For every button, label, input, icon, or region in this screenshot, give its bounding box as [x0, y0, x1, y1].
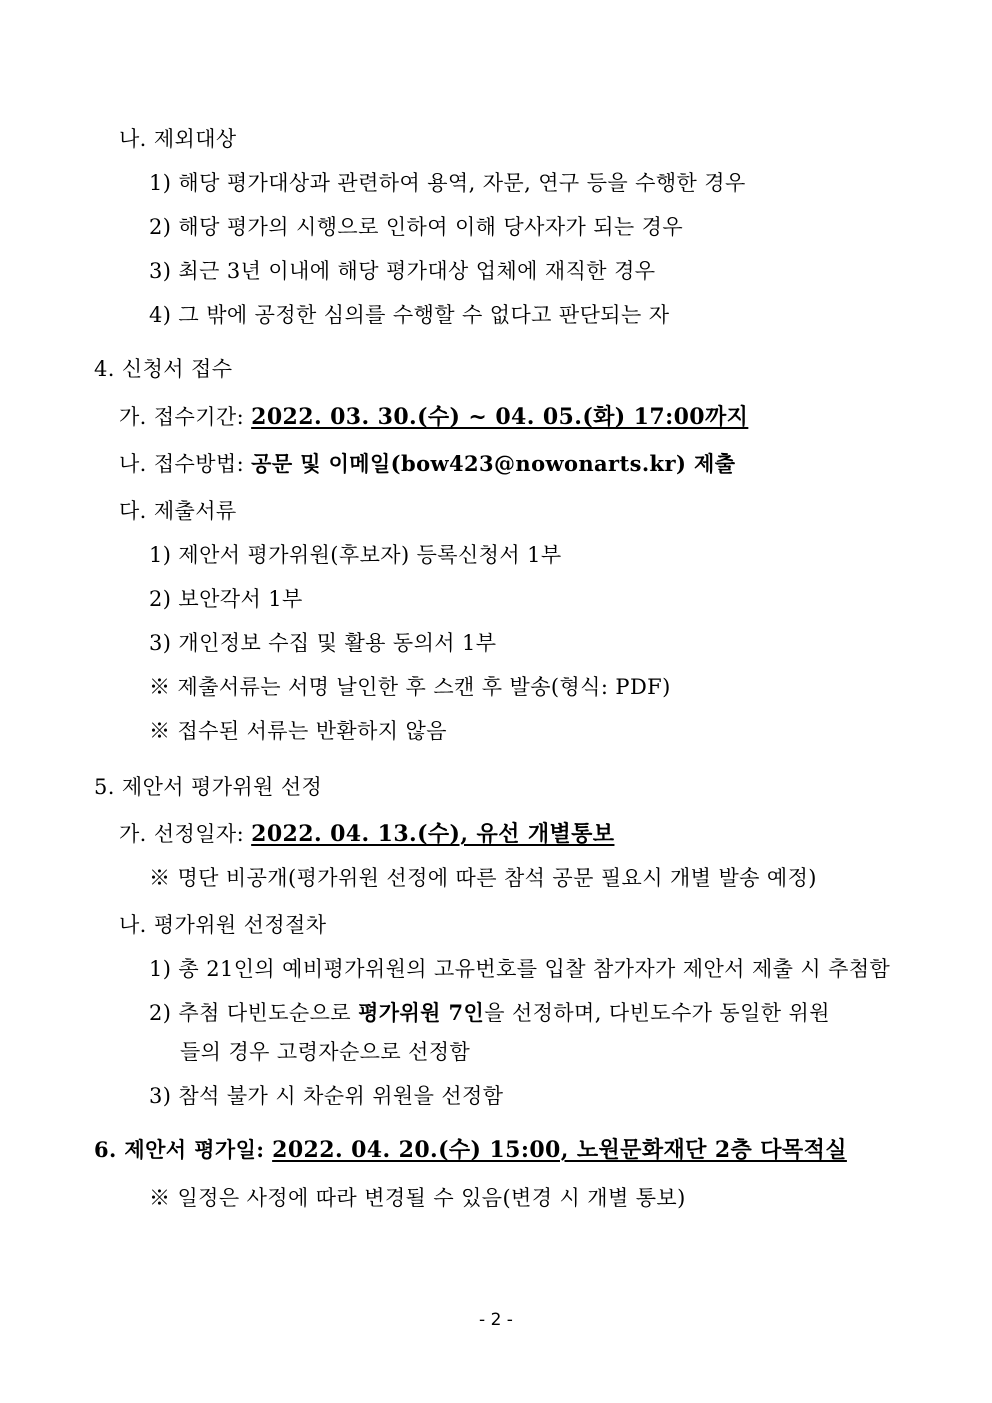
- section6-title: [94, 1135, 847, 1165]
- procedure-item-2: [149, 998, 830, 1028]
- section4-title: 4. 신청서 접수: [94, 357, 233, 381]
- receipt-method-label: 나. 접수방법:: [119, 452, 252, 476]
- procedure-item-2-continuation: 들의 경우 고령자순으로 선정함: [180, 1040, 471, 1064]
- procedure-item-2-end: 을 선정하며, 다빈도수가 동일한 위원: [484, 1001, 830, 1025]
- receipt-method: [119, 449, 735, 479]
- selection-date: [119, 819, 614, 849]
- doc-item-2: 2) 보안각서 1부: [149, 587, 303, 611]
- procedure-item-2-start: 2) 추첨 다빈도순으로: [149, 1001, 359, 1025]
- procedure-item-1: 1) 총 21인의 예비평가위원의 고유번호를 입찰 참가자가 제안서 제출 시 추첨함: [149, 957, 891, 981]
- selection-date-note: ※ 명단 비공개(평가위원 선정에 따른 참석 공문 필요시 개별 발송 예정): [149, 866, 817, 890]
- receipt-period-value: 2022. 03. 30.(수) ~ 04. 05.(화) 17:00까지: [251, 404, 749, 430]
- doc-item-1: 1) 제안서 평가위원(후보자) 등록신청서 1부: [149, 543, 562, 567]
- exclusion-item-3: 3) 최근 3년 이내에 해당 평가대상 업체에 재직한 경우: [149, 259, 656, 283]
- procedure-heading: 나. 평가위원 선정절차: [119, 913, 327, 937]
- exclusion-item-1: 1) 해당 평가대상과 관련하여 용역, 자문, 연구 등을 수행한 경우: [149, 171, 746, 195]
- exclusion-item-2: 2) 해당 평가의 시행으로 인하여 이해 당사자가 되는 경우: [149, 215, 684, 239]
- section6-note: ※ 일정은 사정에 따라 변경될 수 있음(변경 시 개별 통보): [149, 1186, 686, 1210]
- procedure-item-3: 3) 참석 불가 시 차순위 위원을 선정함: [149, 1084, 504, 1108]
- page-number: - 2 -: [479, 1310, 513, 1330]
- docs-heading: 다. 제출서류: [119, 499, 237, 523]
- selection-date-value: 2022. 04. 13.(수), 유선 개별통보: [251, 821, 615, 847]
- docs-note-2: ※ 접수된 서류는 반환하지 않음: [149, 719, 447, 743]
- receipt-method-value: 공문 및 이메일(bow423@nowonarts.kr) 제출: [251, 451, 736, 476]
- section6-label: 6. 제안서 평가일:: [94, 1137, 273, 1162]
- doc-item-3: 3) 개인정보 수집 및 활용 동의서 1부: [149, 631, 497, 655]
- section5-title: 5. 제안서 평가위원 선정: [94, 775, 323, 799]
- exclusion-heading: 나. 제외대상: [119, 127, 237, 151]
- procedure-item-2-emphasis: 평가위원 7인: [358, 1000, 485, 1025]
- exclusion-item-4: 4) 그 밖에 공정한 심의를 수행할 수 없다고 판단되는 자: [149, 303, 670, 327]
- section6-value: 2022. 04. 20.(수) 15:00, 노원문화재단 2층 다목적실: [272, 1137, 847, 1163]
- selection-date-label: 가. 선정일자:: [119, 822, 252, 846]
- receipt-period-label: 가. 접수기간:: [119, 405, 252, 429]
- receipt-period: [119, 402, 748, 432]
- docs-note-1: ※ 제출서류는 서명 날인한 후 스캔 후 발송(형식: PDF): [149, 675, 671, 699]
